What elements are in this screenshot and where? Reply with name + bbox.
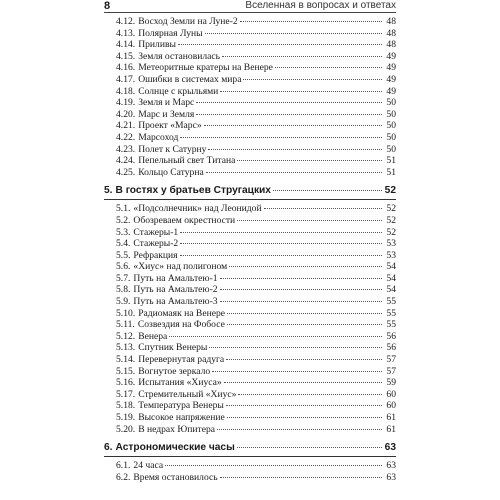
entry-page: 55 bbox=[386, 307, 396, 319]
toc-entry[interactable] bbox=[104, 342, 396, 354]
entry-page: 63 bbox=[386, 471, 396, 483]
entry-page: 60 bbox=[386, 388, 396, 400]
entry-number: 4.23. bbox=[116, 143, 136, 155]
entry-page: 50 bbox=[386, 143, 396, 155]
entry-number: 5.19. bbox=[116, 412, 136, 423]
chapter-6-block bbox=[104, 441, 396, 457]
toc-entry[interactable] bbox=[104, 203, 396, 215]
entry-title: 24 часа bbox=[133, 460, 164, 472]
entry-page: 54 bbox=[386, 284, 396, 296]
leader-dots bbox=[180, 136, 382, 138]
entry-page: 49 bbox=[386, 62, 396, 74]
toc-entry[interactable] bbox=[104, 97, 396, 109]
entry-title: Солнце с крыльями bbox=[138, 85, 219, 97]
entry-page: 55 bbox=[386, 296, 396, 308]
entry-title: Рефракция bbox=[133, 249, 178, 261]
toc-entry[interactable] bbox=[104, 366, 396, 378]
chapter-title: Астрономические часы bbox=[115, 442, 235, 454]
toc-entry[interactable] bbox=[104, 354, 396, 366]
leader-dots bbox=[229, 265, 382, 267]
entry-number: 4.24. bbox=[116, 155, 136, 167]
page-number: 8 bbox=[104, 0, 111, 12]
leader-dots bbox=[222, 55, 382, 57]
entry-number: 5.2. bbox=[116, 214, 131, 226]
entry-number: 5.1. bbox=[116, 203, 131, 215]
toc-entry[interactable] bbox=[104, 319, 396, 331]
toc-entry[interactable] bbox=[104, 215, 396, 227]
entry-number: 4.18. bbox=[116, 85, 136, 97]
entry-title: Путь на Амальтею-2 bbox=[133, 284, 218, 296]
toc-entry[interactable] bbox=[104, 424, 396, 436]
entry-number: 4.13. bbox=[116, 27, 136, 39]
entry-title: Высокое напряжение bbox=[138, 412, 225, 423]
leader-dots bbox=[220, 90, 382, 92]
leader-dots bbox=[237, 159, 382, 161]
entry-page: 52 bbox=[386, 203, 396, 215]
toc-entry[interactable] bbox=[104, 16, 396, 28]
entry-title: Радиомаяк на Венере bbox=[138, 307, 226, 319]
leader-dots bbox=[217, 428, 382, 430]
entry-number: 4.16. bbox=[116, 62, 136, 74]
entry-page: 57 bbox=[386, 354, 396, 366]
entry-title: Время остановилось bbox=[133, 471, 218, 483]
toc-entry[interactable] bbox=[104, 144, 396, 156]
entry-number: 4.22. bbox=[116, 131, 136, 143]
entry-number: 6.1. bbox=[116, 460, 131, 472]
leader-dots bbox=[212, 370, 382, 372]
leader-dots bbox=[209, 346, 382, 348]
toc-entry[interactable] bbox=[104, 296, 396, 308]
entry-title: Путь на Амальтею-3 bbox=[133, 296, 218, 308]
entry-number: 5.13. bbox=[116, 342, 136, 354]
entry-number: 5.9. bbox=[116, 296, 131, 308]
leader-dots bbox=[196, 113, 382, 115]
entry-page: 48 bbox=[386, 27, 396, 39]
entry-title: «Хиус» над полигоном bbox=[133, 261, 228, 273]
entry-number: 4.20. bbox=[116, 108, 136, 120]
entry-page: 48 bbox=[386, 39, 396, 51]
entry-number: 5.5. bbox=[116, 249, 131, 261]
entry-page: 49 bbox=[386, 50, 396, 62]
chapter-rule bbox=[104, 456, 396, 457]
chapter-rule bbox=[104, 199, 396, 200]
toc-entry[interactable] bbox=[104, 86, 396, 98]
entry-page: 51 bbox=[386, 166, 396, 178]
toc-entry[interactable] bbox=[104, 400, 396, 412]
toc-entry[interactable] bbox=[104, 261, 396, 273]
entry-title: Стажеры-1 bbox=[133, 226, 179, 238]
entry-title: Проект «Марс» bbox=[138, 120, 202, 132]
toc-entry[interactable] bbox=[104, 109, 396, 121]
entry-number: 4.25. bbox=[116, 166, 136, 178]
toc-entry[interactable] bbox=[104, 155, 396, 167]
entry-title: Приливы bbox=[138, 39, 176, 51]
leader-dots bbox=[165, 464, 382, 466]
entry-page: 54 bbox=[386, 261, 396, 273]
toc-entry[interactable] bbox=[104, 250, 396, 262]
entry-page: 53 bbox=[386, 249, 396, 261]
leader-dots bbox=[237, 446, 382, 448]
entry-title: Спутник Венеры bbox=[138, 342, 208, 354]
entry-title: Стажеры-2 bbox=[133, 238, 179, 250]
leader-dots bbox=[275, 66, 382, 68]
toc-entry[interactable] bbox=[104, 28, 396, 40]
entry-page: 63 bbox=[386, 460, 396, 472]
leader-dots bbox=[227, 323, 382, 325]
entry-number: 4.15. bbox=[116, 50, 136, 62]
entry-page: 55 bbox=[386, 319, 396, 331]
entry-title: Ошибки в системах мира bbox=[138, 73, 242, 85]
running-title: Вселенная в вопросах и ответах bbox=[245, 0, 396, 11]
entry-title: Температура Венеры bbox=[138, 400, 224, 412]
toc-entry[interactable] bbox=[104, 227, 396, 239]
entry-page: 54 bbox=[386, 272, 396, 284]
entry-title: Обозреваем окрестности bbox=[133, 214, 236, 226]
leader-dots bbox=[220, 300, 382, 302]
entry-number: 5.15. bbox=[116, 365, 136, 377]
leader-dots bbox=[264, 207, 382, 209]
entry-number: 5.11. bbox=[116, 319, 135, 331]
table-of-contents bbox=[104, 16, 396, 483]
entry-page: 56 bbox=[386, 330, 396, 342]
entry-page: 48 bbox=[386, 16, 396, 27]
toc-entry[interactable] bbox=[104, 132, 396, 144]
entry-page: 52 bbox=[386, 214, 396, 226]
chapter-number: 6. bbox=[104, 442, 113, 454]
toc-entry[interactable] bbox=[104, 460, 396, 472]
leader-dots bbox=[243, 78, 382, 80]
entry-title: Марсоход bbox=[138, 131, 179, 143]
leader-dots bbox=[226, 404, 382, 406]
toc-entry[interactable] bbox=[104, 62, 396, 74]
leader-dots bbox=[240, 20, 382, 22]
entry-number: 5.3. bbox=[116, 226, 131, 238]
leader-dots bbox=[227, 312, 382, 314]
leader-dots bbox=[180, 231, 382, 233]
section-4-list bbox=[104, 16, 396, 178]
toc-entry[interactable] bbox=[104, 167, 396, 179]
entry-page: 50 bbox=[386, 108, 396, 120]
leader-dots bbox=[180, 242, 382, 244]
chapter-5-block bbox=[104, 184, 396, 200]
chapter-title: В гостях у братьев Стругацких bbox=[115, 185, 271, 197]
entry-page: 51 bbox=[386, 155, 396, 167]
header-rule bbox=[104, 12, 396, 13]
leader-dots bbox=[220, 277, 382, 279]
entry-title: Венера bbox=[138, 330, 168, 342]
entry-title: Марс и Земля bbox=[138, 108, 195, 120]
entry-title: Полярная Луны bbox=[138, 27, 203, 39]
chapter-5-entry[interactable] bbox=[104, 184, 396, 197]
leader-dots bbox=[224, 381, 382, 383]
entry-title: Кольцо Сатурна bbox=[138, 166, 204, 178]
entry-title: Созвездия на Фобосе bbox=[137, 319, 225, 331]
entry-number: 4.19. bbox=[116, 97, 136, 109]
entry-number: 5.20. bbox=[116, 423, 136, 435]
entry-title: Путь на Амальтею-1 bbox=[133, 272, 218, 284]
entry-page: 52 bbox=[386, 226, 396, 238]
leader-dots bbox=[220, 288, 382, 290]
entry-title: Метеоритные кратеры на Венере bbox=[138, 62, 273, 74]
entry-number: 5.17. bbox=[116, 388, 136, 400]
leader-dots bbox=[180, 254, 382, 256]
entry-page: 53 bbox=[386, 238, 396, 250]
page-header bbox=[0, 0, 500, 14]
toc-entry[interactable] bbox=[104, 238, 396, 250]
leader-dots bbox=[273, 189, 382, 191]
entry-number: 5.18. bbox=[116, 400, 136, 412]
toc-entry[interactable] bbox=[104, 377, 396, 389]
entry-number: 5.10. bbox=[116, 307, 136, 319]
leader-dots bbox=[169, 335, 382, 337]
entry-title: Пепельный свет Титана bbox=[138, 155, 236, 167]
entry-page: 50 bbox=[386, 97, 396, 109]
entry-number: 4.14. bbox=[116, 39, 136, 51]
entry-title: Испытания «Хиуса» bbox=[138, 377, 222, 389]
entry-page: 61 bbox=[386, 412, 396, 423]
entry-page: 50 bbox=[386, 120, 396, 132]
entry-title: Земля остановилась bbox=[138, 50, 221, 62]
leader-dots bbox=[178, 43, 382, 45]
entry-number: 5.4. bbox=[116, 238, 131, 250]
entry-page: 57 bbox=[386, 365, 396, 377]
leader-dots bbox=[220, 476, 382, 478]
toc-entry[interactable] bbox=[104, 51, 396, 63]
section-5-list bbox=[104, 203, 396, 435]
leader-dots bbox=[227, 416, 382, 418]
leader-dots bbox=[196, 101, 382, 103]
leader-dots bbox=[237, 219, 382, 221]
entry-number: 4.17. bbox=[116, 73, 136, 85]
toc-entry[interactable] bbox=[104, 389, 396, 401]
entry-number: 5.8. bbox=[116, 284, 131, 296]
entry-title: Земля и Марс bbox=[138, 97, 195, 109]
entry-number: 5.7. bbox=[116, 272, 131, 284]
entry-number: 4.12. bbox=[116, 16, 136, 27]
toc-entry[interactable] bbox=[104, 472, 396, 484]
entry-page: 61 bbox=[386, 423, 396, 435]
toc-entry[interactable] bbox=[104, 308, 396, 320]
entry-title: Восход Земли на Луне-2 bbox=[138, 16, 238, 27]
toc-entry[interactable] bbox=[104, 39, 396, 51]
toc-entry[interactable] bbox=[104, 273, 396, 285]
entry-page: 60 bbox=[386, 400, 396, 412]
chapter-page: 63 bbox=[384, 442, 396, 454]
entry-number: 6.2. bbox=[116, 471, 131, 483]
entry-page: 49 bbox=[386, 85, 396, 97]
toc-entry[interactable] bbox=[104, 74, 396, 86]
entry-title: «Подсолнечник» над Леонидой bbox=[133, 203, 262, 215]
entry-page: 49 bbox=[386, 73, 396, 85]
toc-entry[interactable] bbox=[104, 284, 396, 296]
section-6-list bbox=[104, 460, 396, 483]
entry-page: 50 bbox=[386, 131, 396, 143]
leader-dots bbox=[205, 32, 382, 34]
toc-entry[interactable] bbox=[104, 331, 396, 343]
chapter-page: 52 bbox=[384, 185, 396, 197]
entry-number: 5.6. bbox=[116, 261, 131, 273]
entry-title: Перевернутая радуга bbox=[138, 354, 225, 366]
toc-entry[interactable] bbox=[104, 412, 396, 424]
chapter-6-entry[interactable] bbox=[104, 441, 396, 454]
entry-page: 56 bbox=[386, 342, 396, 354]
leader-dots bbox=[206, 171, 382, 173]
entry-number: 5.16. bbox=[116, 377, 136, 389]
entry-number: 5.14. bbox=[116, 354, 136, 366]
entry-title: В недрах Юпитера bbox=[138, 423, 216, 435]
chapter-number: 5. bbox=[104, 185, 113, 197]
entry-number: 4.21. bbox=[116, 120, 136, 132]
leader-dots bbox=[204, 124, 382, 126]
entry-title: Полет к Сатурну bbox=[138, 143, 207, 155]
leader-dots bbox=[208, 148, 382, 150]
leader-dots bbox=[238, 393, 382, 395]
entry-title: Вогнутое зеркало bbox=[138, 365, 211, 377]
entry-page: 59 bbox=[386, 377, 396, 389]
entry-number: 5.12. bbox=[116, 330, 136, 342]
leader-dots bbox=[226, 358, 382, 360]
entry-title: Стремительный «Хиус» bbox=[138, 388, 237, 400]
toc-entry[interactable] bbox=[104, 120, 396, 132]
